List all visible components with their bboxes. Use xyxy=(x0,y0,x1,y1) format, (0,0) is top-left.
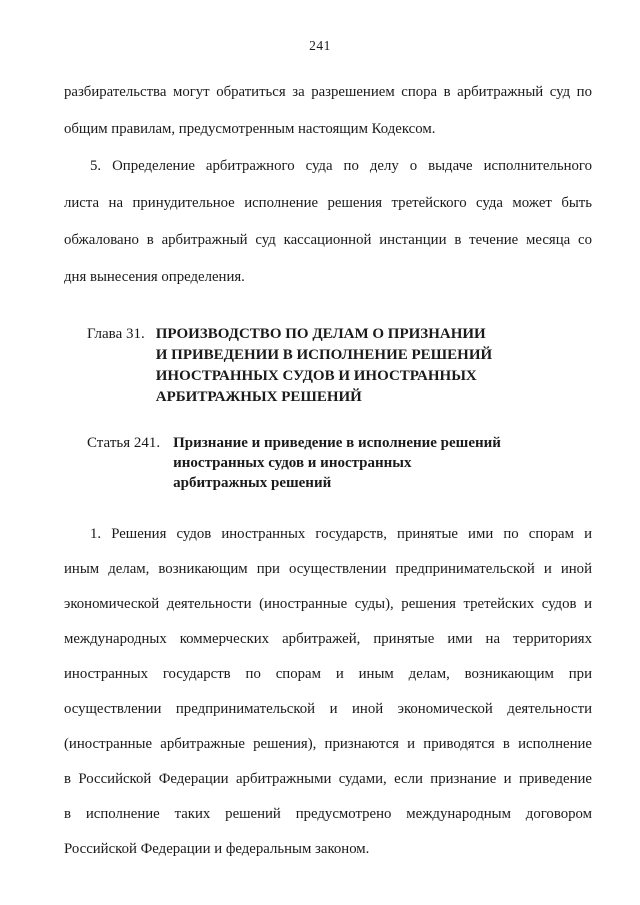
page-number: 241 xyxy=(309,38,331,53)
body-line: 5. Определение арбитражного суда по делу о выдаче исполнительного xyxy=(90,158,592,174)
chapter-heading xyxy=(87,324,600,408)
chapter-title-line: ИНОСТРАННЫХ СУДОВ И ИНОСТРАННЫХ xyxy=(155,368,477,384)
body-line: общим правилам, предусмотренным настоящим Кодексом. xyxy=(64,121,436,137)
body-line: листа на принудительное исполнение решения третейского суда может быть xyxy=(64,195,592,211)
chapter-title xyxy=(156,324,492,408)
paragraph-item1 xyxy=(64,517,592,867)
body-line: в Российской Федерации арбитражными судами, если признание и приведение xyxy=(64,771,592,787)
article-title xyxy=(173,433,501,493)
body-line: международных коммерческих арбитражей, принятые ими на территориях xyxy=(64,631,592,647)
chapter-title-line: АРБИТРАЖНЫХ РЕШЕНИЙ xyxy=(155,389,362,405)
body-line: разбирательства могут обратиться за разрешением спора в арбитражный суд по xyxy=(64,84,592,100)
paragraph-continuation xyxy=(64,74,592,148)
body-line: (иностранные арбитражные решения), признаются и приводятся в исполнение xyxy=(64,736,592,752)
paragraph-item5 xyxy=(64,148,592,296)
body-line: Российской Федерации и федеральным законом. xyxy=(64,841,370,857)
body-line: 1. Решения судов иностранных государств, принятые ими по спорам и xyxy=(90,526,592,542)
body-line: дня вынесения определения. xyxy=(64,269,245,285)
article-title-line: арбитражных решений xyxy=(173,475,332,491)
article-title-line: иностранных судов и иностранных xyxy=(173,455,412,471)
article-title-line: Признание и приведение в исполнение решений xyxy=(173,435,501,451)
body-line: в исполнение таких решений предусмотрено международным договором xyxy=(64,806,592,822)
body-line: иным делам, возникающим при осуществлении предпринимательской и иной xyxy=(64,561,592,577)
article-label: Статья 241. xyxy=(87,435,161,451)
body-line: осуществлении предпринимательской и иной экономической деятельности xyxy=(64,701,592,717)
chapter-title-line: И ПРИВЕДЕНИИ В ИСПОЛНЕНИЕ РЕШЕНИЙ xyxy=(155,347,493,363)
body-line: иностранных государств по спорам и иным делам, возникающим при xyxy=(64,666,592,682)
article-heading xyxy=(87,433,600,493)
chapter-label: Глава 31. xyxy=(87,326,145,342)
chapter-title-line: ПРОИЗВОДСТВО ПО ДЕЛАМ О ПРИЗНАНИИ xyxy=(155,326,486,342)
body-line: экономической деятельности (иностранные суды), решения третейских судов и xyxy=(64,596,592,612)
body-line: обжаловано в арбитражный суд кассационной инстанции в течение месяца со xyxy=(64,232,592,248)
